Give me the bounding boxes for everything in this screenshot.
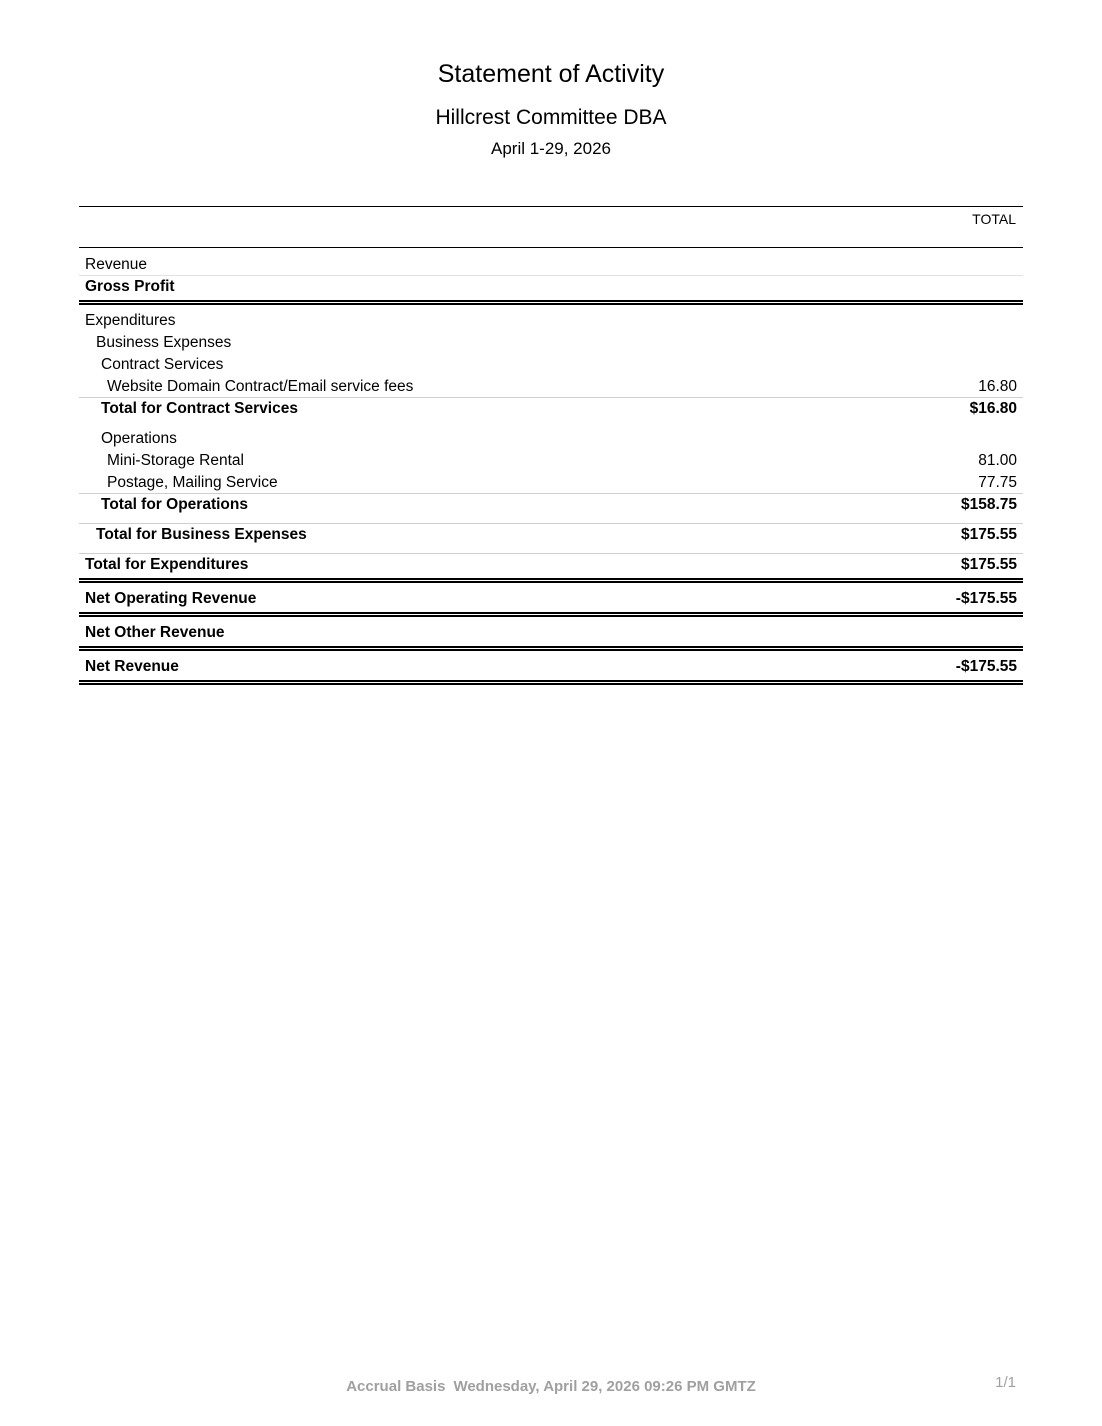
net-revenue-label: Net Revenue <box>85 657 179 675</box>
total-business-expenses-row <box>79 523 1023 545</box>
line-item-row <box>79 449 1023 471</box>
total-contract-services-row <box>79 397 1023 419</box>
column-header-row <box>79 207 1023 247</box>
revenue-label: Revenue <box>85 255 148 273</box>
line-item-row <box>79 471 1023 493</box>
report-title: Statement of Activity <box>437 60 665 88</box>
accounting-basis: Accrual Basis <box>346 1378 446 1395</box>
expenditures-label: Expenditures <box>85 311 176 329</box>
line-item-label: Website Domain Contract/Email service fees <box>107 377 414 395</box>
expenditures-row <box>79 309 1023 331</box>
double-rule <box>79 612 1023 617</box>
total-business-expenses-amount: $175.55 <box>960 526 1017 543</box>
line-item-label: Mini-Storage Rental <box>107 451 244 469</box>
company-name: Hillcrest Committee DBA <box>435 106 667 129</box>
total-operations-label: Total for Operations <box>101 496 248 513</box>
operations-row <box>79 427 1023 449</box>
total-contract-services-label: Total for Contract Services <box>101 400 298 417</box>
total-expenditures-row <box>79 553 1023 575</box>
spacer <box>79 545 1023 553</box>
revenue-row <box>79 253 1023 275</box>
gross-profit-row <box>79 275 1023 297</box>
gross-profit-label: Gross Profit <box>85 278 175 295</box>
net-operating-revenue-row <box>79 587 1023 609</box>
net-operating-revenue-label: Net Operating Revenue <box>85 589 257 607</box>
operations-label: Operations <box>101 429 177 447</box>
line-item-amount: 77.75 <box>978 473 1017 491</box>
page-number: 1/1 <box>995 1374 1016 1391</box>
column-header-total: TOTAL <box>972 211 1016 227</box>
total-expenditures-label: Total for Expenditures <box>85 556 249 573</box>
total-contract-services-amount: $16.80 <box>969 400 1017 417</box>
total-operations-row <box>79 493 1023 515</box>
business-expenses-row <box>79 331 1023 353</box>
total-business-expenses-label: Total for Business Expenses <box>96 526 307 543</box>
generated-timestamp: Wednesday, April 29, 2026 09:26 PM GMTZ <box>453 1378 756 1395</box>
double-rule <box>79 646 1023 651</box>
net-operating-revenue-amount: -$175.55 <box>955 589 1017 607</box>
net-revenue-amount: -$175.55 <box>955 657 1017 675</box>
contract-services-label: Contract Services <box>101 355 224 373</box>
total-expenditures-amount: $175.55 <box>960 556 1017 573</box>
line-item-amount: 16.80 <box>978 377 1017 395</box>
spacer <box>79 419 1023 427</box>
report-table <box>79 206 1023 689</box>
report-footer <box>0 1378 1102 1395</box>
net-other-revenue-label: Net Other Revenue <box>85 623 225 641</box>
double-rule <box>79 300 1023 305</box>
business-expenses-label: Business Expenses <box>96 333 232 351</box>
net-revenue-row <box>79 655 1023 677</box>
spacer <box>79 515 1023 523</box>
contract-services-row <box>79 353 1023 375</box>
header-divider <box>79 247 1023 248</box>
double-rule <box>79 680 1023 685</box>
total-operations-amount: $158.75 <box>960 496 1017 513</box>
line-item-amount: 81.00 <box>978 451 1017 469</box>
line-item-label: Postage, Mailing Service <box>107 473 278 491</box>
line-item-row <box>79 375 1023 397</box>
double-rule <box>79 578 1023 583</box>
net-other-revenue-row <box>79 621 1023 643</box>
report-period: April 1-29, 2026 <box>490 139 612 158</box>
